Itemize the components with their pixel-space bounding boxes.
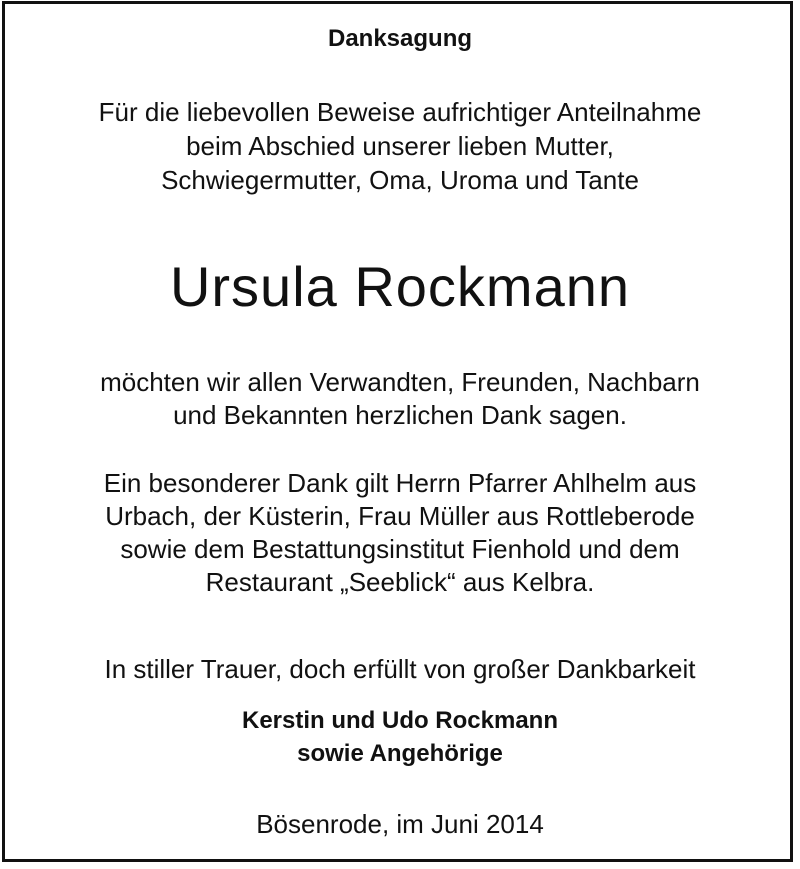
special-thanks-paragraph [0, 467, 800, 599]
special-thanks-line: Urbach, der Küsterin, Frau Müller aus Rottleberode [105, 501, 695, 531]
intro-line: Für die liebevollen Beweise aufrichtiger Anteilnahme [98, 97, 702, 127]
intro-line: beim Abschied unserer lieben Mutter, [186, 131, 614, 161]
signers-block [0, 704, 800, 770]
thanks-line: möchten wir allen Verwandten, Freunden, Nachbarn [100, 367, 700, 397]
notice-heading: Danksagung [327, 25, 473, 52]
place-and-date: Bösenrode, im Juni 2014 [256, 809, 544, 839]
special-thanks-line: sowie dem Bestattungsinstitut Fienhold und dem [120, 534, 680, 564]
intro-paragraph [0, 95, 800, 197]
signer-line: Kerstin und Udo Rockmann [241, 707, 559, 734]
deceased-name: Ursula Rockmann [169, 255, 631, 318]
intro-line: Schwiegermutter, Oma, Uroma und Tante [161, 165, 639, 195]
special-thanks-line: Ein besonderer Dank gilt Herrn Pfarrer Ahlhelm aus [103, 468, 697, 498]
thanks-paragraph [0, 366, 800, 432]
thanks-line: und Bekannten herzlichen Dank sagen. [173, 400, 627, 430]
signer-line: sowie Angehörige [297, 740, 503, 767]
special-thanks-line: Restaurant „Seeblick“ aus Kelbra. [205, 567, 595, 597]
mourning-line: In stiller Trauer, doch erfüllt von großer Dankbarkeit [104, 654, 696, 684]
